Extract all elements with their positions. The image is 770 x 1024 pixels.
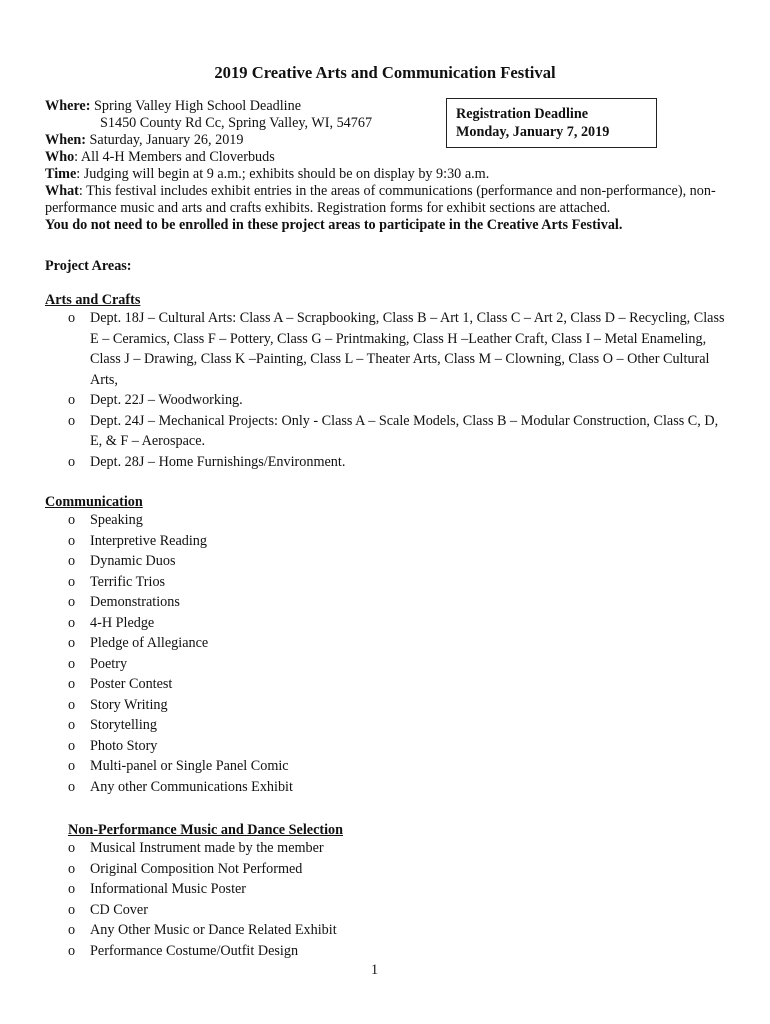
bullet-icon: o <box>68 614 76 631</box>
list-item-text: Speaking <box>90 512 143 528</box>
list-item-text: Informational Music Poster <box>90 881 247 897</box>
bullet-icon: o <box>68 512 76 528</box>
bullet-icon: o <box>68 901 76 918</box>
what-line <box>45 183 735 217</box>
list-item <box>45 736 293 757</box>
enrollment-note <box>45 217 735 234</box>
bullet-icon: o <box>68 594 76 610</box>
communication-heading: Communication <box>45 494 143 510</box>
music-dance-list <box>45 838 337 961</box>
bullet-icon: o <box>68 717 76 733</box>
list-item <box>45 941 337 962</box>
what-label: What <box>45 183 79 199</box>
list-item <box>45 390 730 411</box>
list-item <box>45 592 293 613</box>
list-item <box>45 572 293 593</box>
list-item-text: CD Cover <box>90 901 148 918</box>
list-item <box>45 674 293 695</box>
list-item <box>45 551 293 572</box>
list-item <box>45 715 293 736</box>
list-item <box>45 510 293 531</box>
page-number: 1 <box>371 962 379 978</box>
where-value: Spring Valley High School Deadline <box>90 98 301 114</box>
list-item-text: Performance Costume/Outfit Design <box>90 942 299 959</box>
bullet-icon: o <box>68 453 76 470</box>
bullet-icon: o <box>68 942 76 959</box>
list-item-text: Dept. 18J – Cultural Arts: Class A – Scrapbooking, Class B – Art 1, Class C – Art 2, Class D – Recycling, Class E – Ceramics, Class F – Pottery, Class G – Printmaking, Class H –Leather Craft, Class I – Metal Enameling, Class J – Drawing, Class K –Painting, Class L – Theater Arts, Class M – Clowning, Class O – Other Cultural Arts, <box>90 310 725 388</box>
list-item-text: Musical Instrument made by the member <box>90 840 324 856</box>
bullet-icon: o <box>68 860 76 877</box>
communication-list <box>45 510 293 797</box>
list-item-text: Dept. 24J – Mechanical Projects: Only - Class A – Scale Models, Class B – Modular Construction, Class C, D, E, & F – Aerospace. <box>90 412 719 449</box>
list-item <box>45 654 293 675</box>
bullet-icon: o <box>68 412 76 429</box>
who-label: Who <box>45 149 75 165</box>
bullet-icon: o <box>68 881 76 897</box>
enrollment-note-text: You do not need to be enrolled in these project areas to participate in the Creative Arts Festival. <box>45 217 623 233</box>
who-value: : All 4-H Members and Cloverbuds <box>74 149 275 165</box>
list-item <box>45 695 293 716</box>
bullet-icon: o <box>68 532 76 549</box>
bullet-icon: o <box>68 676 76 692</box>
list-item-text: Story Writing <box>90 696 168 713</box>
time-value: : Judging will begin at 9 a.m.; exhibits should be on display by 9:30 a.m. <box>76 166 490 182</box>
bullet-icon: o <box>68 922 76 938</box>
arts-crafts-list <box>45 308 730 472</box>
list-item-text: Poetry <box>90 655 128 672</box>
bullet-icon: o <box>68 737 76 754</box>
where-address: S1450 County Rd Cc, Spring Valley, WI, 54767 <box>100 115 373 131</box>
list-item-text: Pledge of Allegiance <box>90 635 209 651</box>
where-label: Where: <box>45 98 91 114</box>
list-item-text: Dynamic Duos <box>90 553 176 569</box>
list-item-text: Multi-panel or Single Panel Comic <box>90 758 289 774</box>
when-value: Saturday, January 26, 2019 <box>86 132 244 148</box>
list-item-text: 4-H Pledge <box>90 614 155 631</box>
bullet-icon: o <box>68 635 76 651</box>
what-value: : This festival includes exhibit entries in the areas of communications (performance and non-performance), non-performance music and arts and crafts exhibits. Registration forms for exhibit sections are attached. <box>45 183 716 216</box>
list-item-text: Interpretive Reading <box>90 532 207 549</box>
list-item-text: Storytelling <box>90 717 157 733</box>
list-item-text: Dept. 28J – Home Furnishings/Environment. <box>90 453 346 470</box>
bullet-icon: o <box>68 553 76 569</box>
bullet-icon: o <box>68 758 76 774</box>
bullet-icon: o <box>68 310 76 326</box>
who-line <box>45 149 735 166</box>
list-item-text: Original Composition Not Performed <box>90 860 303 877</box>
list-item <box>45 613 293 634</box>
bullet-icon: o <box>68 392 76 408</box>
bullet-icon: o <box>68 840 76 856</box>
deadline-date: Monday, January 7, 2019 <box>456 124 610 140</box>
list-item-text: Photo Story <box>90 737 158 754</box>
deadline-label: Registration Deadline <box>456 106 589 122</box>
bullet-icon: o <box>68 778 76 795</box>
music-dance-heading: Non-Performance Music and Dance Selection <box>68 822 344 838</box>
list-item <box>45 879 337 900</box>
list-item <box>45 531 293 552</box>
list-item <box>45 920 337 941</box>
list-item <box>45 777 293 798</box>
project-areas-heading: Project Areas: <box>45 258 132 274</box>
registration-deadline-box <box>446 98 657 148</box>
time-label: Time <box>45 166 77 182</box>
bullet-icon: o <box>68 696 76 713</box>
list-item <box>45 411 730 452</box>
list-item <box>45 633 293 654</box>
when-label: When: <box>45 132 86 148</box>
list-item-text: Any Other Music or Dance Related Exhibit <box>90 922 337 938</box>
list-item <box>45 900 337 921</box>
list-item <box>45 838 337 859</box>
arts-crafts-heading: Arts and Crafts <box>45 292 141 308</box>
list-item-text: Dept. 22J – Woodworking. <box>90 392 243 408</box>
list-item-text: Any other Communications Exhibit <box>90 778 293 795</box>
bullet-icon: o <box>68 573 76 590</box>
list-item <box>45 308 730 390</box>
list-item <box>45 452 730 473</box>
page-title: 2019 Creative Arts and Communication Festival <box>214 63 556 82</box>
list-item-text: Terrific Trios <box>90 573 166 590</box>
list-item-text: Demonstrations <box>90 594 180 610</box>
list-item <box>45 859 337 880</box>
time-line <box>45 166 735 183</box>
bullet-icon: o <box>68 655 76 672</box>
list-item <box>45 756 293 777</box>
list-item-text: Poster Contest <box>90 676 173 692</box>
